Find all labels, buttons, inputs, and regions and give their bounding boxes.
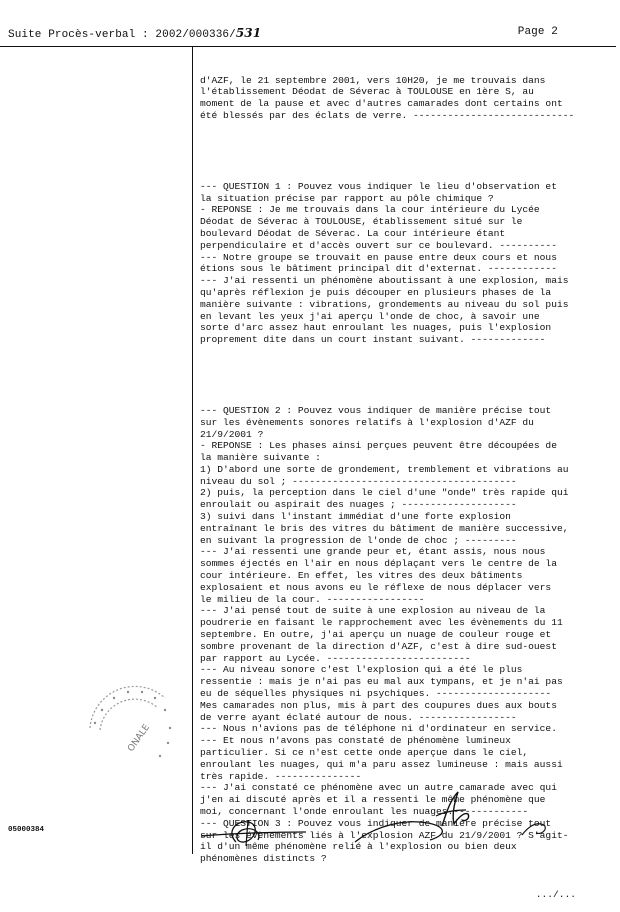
text-line: --- J'ai pensé tout de suite à une explosion au niveau de la (200, 605, 546, 617)
text-line: qu'après réflexion je puis découper en plusieurs phases de la (200, 286, 552, 298)
text-line: manière suivante : vibrations, grondements au niveau du sol puis (200, 298, 569, 310)
text-line: --- QUESTION 2 : Pouvez vous indiquer de manière précise tout (200, 404, 552, 416)
margin-rule (192, 46, 193, 854)
header-reference: Suite Procès-verbal : 2002/000336/ (8, 29, 236, 41)
text-line: eu de séquelles physiques ni psychiques. -------------------- (200, 688, 552, 700)
svg-text:ONALE: ONALE (126, 722, 153, 754)
page-header (8, 26, 602, 44)
text-line: le milieu de la cour. ----------------- (200, 593, 425, 605)
text-line: été blessés par des éclats de verre. ---------------------------- (200, 109, 575, 121)
text-line: 1) D'abord une sorte de grondement, tremblement et vibrations au (200, 463, 569, 475)
paragraph-question-1 (200, 181, 606, 346)
text-line: par rapport au Lycée. ------------------------- (200, 652, 471, 664)
text-line: --- J'ai ressenti un phénomène aboutissant à une explosion, mais (200, 275, 569, 287)
official-stamp-icon (70, 668, 180, 778)
text-line: très rapide. --------------- (200, 770, 362, 782)
text-line: il d'un même phénomène relié à l'explosion ou bien deux (200, 841, 517, 853)
text-line: Mes camarades non plus, mis à part des coupures dues aux bouts (200, 699, 557, 711)
text-line: sommes éjectés en l'air en nous déplaçant vers le centre de la (200, 558, 557, 570)
text-line: j'en ai discuté après et il a ressenti le même phénomène que (200, 794, 546, 806)
text-line: en suivant la progression de l'onde de choc ; --------- (200, 534, 517, 546)
text-line: sombre provenant de la direction d'AZF, c'est à dire sud-ouest (200, 640, 557, 652)
text-line: phénomènes distincts ? (200, 853, 327, 865)
signature-1-icon (196, 812, 316, 852)
document-title (8, 26, 261, 41)
page-number: Page 2 (517, 26, 558, 38)
text-line: ressentie : mais je n'ai pas eu mal aux tympans, et je n'ai pas (200, 676, 563, 688)
text-line: 2) puis, la perception dans le ciel d'une "onde" très rapide qui (200, 487, 569, 499)
text-line: 3) suivi dans l'instant immédiat d'une forte explosion (200, 511, 511, 523)
text-line: sur les évènements liés à l'explosion AZF du 21/9/2001 ? S'agit- (200, 829, 569, 841)
text-line: proprement dite dans un court instant suivant. ------------- (200, 334, 546, 346)
text-line: --- Au niveau sonore c'est l'explosion qui a été le plus (200, 664, 523, 676)
text-line: moi, concernant l'onde enroulant les nuages.------------- (200, 806, 529, 817)
text-line: moment de la pause et avec d'autres camarades dont certains ont (200, 98, 563, 110)
text-line: la situation précise par rapport au pôle chimique ? (200, 192, 494, 204)
text-line: perpendiculaire et d'accès ouvert sur ce boulevard. ---------- (200, 239, 557, 251)
text-line: Déodat de Séverac à TOULOUSE, établissement situé sur le (200, 216, 523, 228)
text-line: poudrerie en faisant le rapprochement avec les évènements du 11 (200, 617, 563, 629)
text-line: en levant les yeux j'ai aperçu l'onde de choc, à savoir une (200, 310, 540, 322)
continuation-mark: .../... (535, 888, 576, 900)
text-line: sorte d'arc assez haut enroulant les nuages, puis l'explosion (200, 322, 552, 334)
text-line: l'établissement Déodat de Séverac à TOULOUSE en 1ère S, au (200, 86, 534, 98)
text-line: --- QUESTION 3 : Pouvez vous indiquer de manière précise tout (200, 817, 552, 829)
text-line: niveau du sol ; --------------------------------------- (200, 475, 517, 487)
text-line: sur les évènements sonores relatifs à l'explosion d'AZF du (200, 416, 534, 428)
text-line: --- Nous n'avions pas de téléphone ni d'ordinateur en service. (200, 723, 557, 735)
reference-code: 05000384 (8, 826, 45, 834)
signature-4-icon (518, 815, 558, 839)
text-line: 21/9/2001 ? (200, 428, 264, 440)
text-line: - REPONSE : Je me trouvais dans la cour intérieure du Lycée (200, 204, 540, 216)
text-line: septembre. En outre, j'ai aperçu un nuage de couleur rouge et (200, 629, 552, 641)
header-rule (0, 46, 616, 47)
text-line: --- J'ai constaté ce phénomène avec un autre camarade avec qui (200, 782, 557, 794)
text-line: explosaient et nous avons eu le réflexe de nous déplacer vers (200, 581, 552, 593)
text-line: --- Et nous n'avons pas constaté de phénomène lumineux (200, 735, 511, 747)
text-line: - REPONSE : Les phases ainsi perçues peuvent être découpées de (200, 440, 557, 452)
text-line: particulier. Si ce n'est cette onde aperçue dans le ciel, (200, 747, 529, 759)
text-line: enroulant les nuages, qui m'a paru assez lumineuse : mais aussi (200, 758, 563, 770)
text-line: enroulait ou aspirait des nuages ; -------------------- (200, 499, 517, 511)
text-line: étions sous le bâtiment principal dit d'externat. ------------ (200, 263, 557, 275)
text-line: --- QUESTION 1 : Pouvez vous indiquer le lieu d'observation et (200, 180, 557, 192)
text-line: --- Notre groupe se trouvait en pause entre deux cours et nous (200, 251, 557, 263)
text-line: boulevard Déodat de Séverac. La cour intérieure étant (200, 227, 506, 239)
paragraph-intro (200, 75, 606, 122)
text-line: cour intérieure. En effet, les vitres des deux bâtiments (200, 570, 523, 582)
statement-body (200, 51, 606, 912)
signature-3-icon (432, 788, 480, 830)
text-line: la manière suivante : (200, 452, 321, 464)
text-line: de verre ayant éclaté autour de nous. ----------------- (200, 711, 517, 723)
text-line: entraînant le bris des vitres du bâtiment de manière successive, (200, 522, 569, 534)
text-line: --- J'ai ressenti une grande peur et, étant assis, nous nous (200, 546, 546, 558)
text-line: d'AZF, le 21 septembre 2001, vers 10H20, je me trouvais dans (200, 74, 546, 86)
handwritten-page-number: 531 (235, 26, 262, 40)
